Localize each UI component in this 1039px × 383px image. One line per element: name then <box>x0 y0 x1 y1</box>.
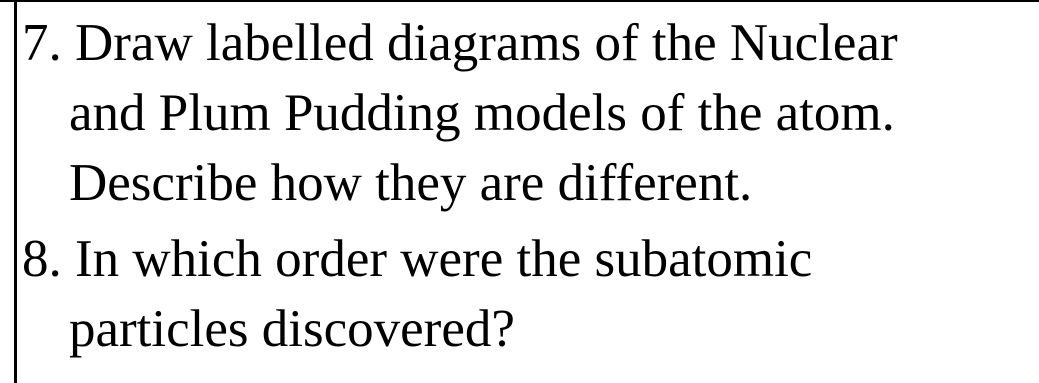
question-7-line-1: 7. Draw labelled diagrams of the Nuclear <box>22 14 898 72</box>
question-7 <box>22 8 898 218</box>
question-8 <box>22 224 812 364</box>
left-margin-line <box>14 0 17 383</box>
question-8-line-2: particles discovered? <box>69 300 515 358</box>
question-7-line-2: and Plum Pudding models of the atom. <box>69 84 895 142</box>
top-border-line <box>0 0 1039 2</box>
question-8-line-1: 8. In which order were the subatomic <box>22 230 813 288</box>
question-7-line-3: Describe how they are different. <box>69 154 753 212</box>
